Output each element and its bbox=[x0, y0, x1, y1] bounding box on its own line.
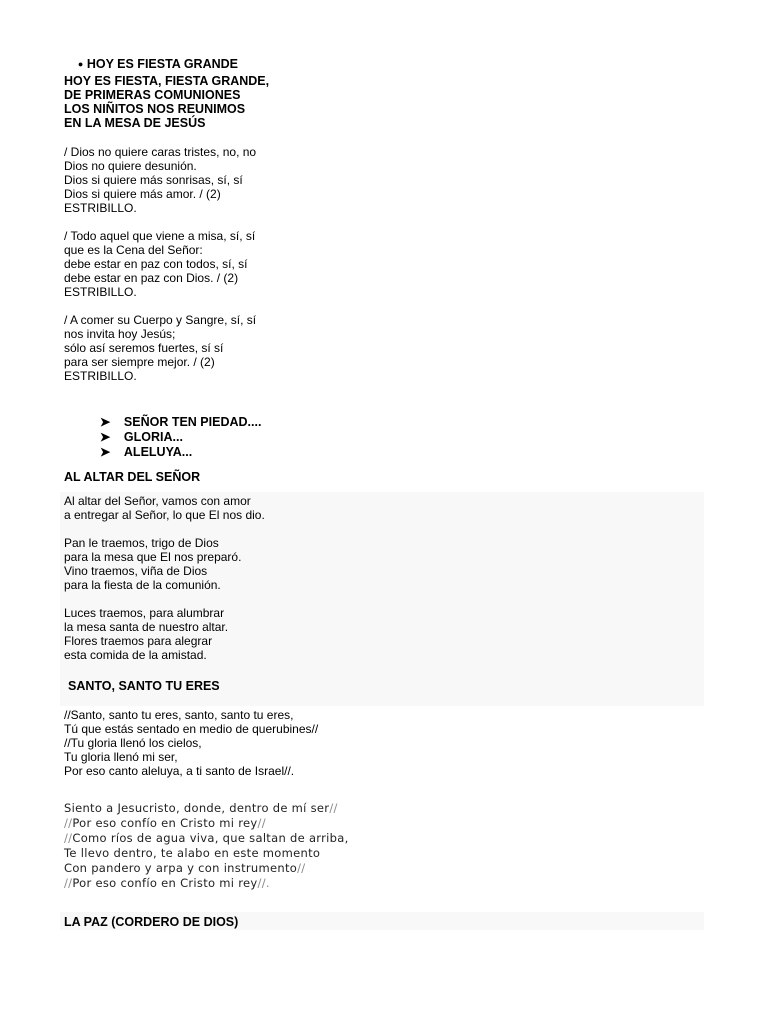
chorus-line: EN LA MESA DE JESÚS bbox=[64, 116, 206, 130]
verse-line bbox=[64, 861, 305, 875]
list-item bbox=[86, 430, 192, 475]
verse-line: ESTRIBILLO. bbox=[64, 201, 137, 215]
list-item-label: SEÑOR TEN PIEDAD.... bbox=[123, 415, 262, 429]
verse-line: //Santo, santo tu eres, santo, santo tu eres, bbox=[64, 708, 294, 722]
song-title-la-paz: LA PAZ (CORDERO DE DIOS) bbox=[64, 915, 239, 929]
verse-line: //Tu gloria llenó los cielos, bbox=[64, 736, 202, 750]
song-title-text: HOY ES FIESTA GRANDE bbox=[86, 57, 239, 71]
repeat-mark: //. bbox=[257, 876, 270, 890]
verse-line: Vino traemos, viña de Dios bbox=[64, 564, 208, 578]
verse-line: Tú que estás sentado en medio de querubines// bbox=[64, 722, 319, 736]
verse-text: Siento a Jesucristo, donde, dentro de mí ser bbox=[64, 801, 330, 815]
verse-line: Tu gloria llenó mi ser, bbox=[64, 750, 178, 764]
verse-line: Al altar del Señor, vamos con amor bbox=[64, 494, 251, 508]
bullet-dot-icon: ● bbox=[77, 59, 84, 69]
verse-line: la mesa santa de nuestro altar. bbox=[64, 620, 229, 634]
verse-line: esta comida de la amistad. bbox=[64, 648, 207, 662]
verse-line: Flores traemos para alegrar bbox=[64, 634, 213, 648]
verse-line: debe estar en paz con Dios. / (2) bbox=[64, 271, 239, 285]
verse-line: Luces traemos, para alumbrar bbox=[64, 606, 225, 620]
verse-line bbox=[64, 816, 266, 830]
verse-line: Dios si quiere más amor. / (2) bbox=[64, 187, 221, 201]
arrowhead-icon: ➤ bbox=[99, 415, 111, 429]
verse-line: para la fiesta de la comunión. bbox=[64, 578, 221, 592]
verse-line: Dios no quiere desunión. bbox=[64, 159, 197, 173]
repeat-mark: // bbox=[257, 816, 266, 830]
verse-line: que es la Cena del Señor: bbox=[64, 243, 203, 257]
arrowhead-icon: ➤ bbox=[99, 430, 111, 444]
verse-line: Dios si quiere más sonrisas, sí, sí bbox=[64, 173, 243, 187]
repeat-mark: // bbox=[64, 816, 73, 830]
repeat-mark: // bbox=[329, 801, 338, 815]
shaded-band-altar bbox=[60, 492, 704, 706]
repeat-mark: // bbox=[64, 876, 73, 890]
repeat-mark: // bbox=[64, 831, 73, 845]
verse-line: / Todo aquel que viene a misa, sí, sí bbox=[64, 229, 256, 243]
arrowhead-icon: ➤ bbox=[99, 445, 111, 459]
verse-line: / A comer su Cuerpo y Sangre, sí, sí bbox=[64, 313, 257, 327]
verse-line: / Dios no quiere caras tristes, no, no bbox=[64, 145, 257, 159]
verse-line: para ser siempre mejor. / (2) bbox=[64, 355, 215, 369]
verse-line bbox=[64, 801, 338, 815]
verse-line: debe estar en paz con todos, sí, sí bbox=[64, 257, 248, 271]
list-item-label: GLORIA... bbox=[123, 430, 183, 444]
verse-line: a entregar al Señor, lo que El nos dio. bbox=[64, 508, 265, 522]
list-item-label: ALELUYA... bbox=[123, 445, 193, 459]
verse-line bbox=[64, 831, 349, 845]
verse-line bbox=[64, 876, 270, 890]
chorus-line: HOY ES FIESTA, FIESTA GRANDE, bbox=[64, 74, 270, 88]
verse-text: Por eso confío en Cristo mi rey bbox=[72, 876, 258, 890]
verse-line: para la mesa que El nos preparó. bbox=[64, 550, 242, 564]
repeat-mark: // bbox=[297, 861, 306, 875]
verse-line: Pan le traemos, trigo de Dios bbox=[64, 536, 219, 550]
chorus-line: DE PRIMERAS COMUNIONES bbox=[64, 88, 241, 102]
verse-line: sólo así seremos fuertes, sí sí bbox=[64, 341, 224, 355]
verse-line: nos invita hoy Jesús; bbox=[64, 327, 176, 341]
chorus-line: LOS NIÑITOS NOS REUNIMOS bbox=[64, 102, 246, 116]
verse-line: ESTRIBILLO. bbox=[64, 369, 137, 383]
song-title-al-altar: AL ALTAR DEL SEÑOR bbox=[64, 470, 201, 484]
song-title-santo: SANTO, SANTO TU ERES bbox=[68, 679, 220, 693]
verse-line: Por eso canto aleluya, a ti santo de Israel//. bbox=[64, 764, 295, 778]
verse-text: Como ríos de agua viva, que saltan de arriba, bbox=[72, 831, 349, 845]
verse-text: Por eso confío en Cristo mi rey bbox=[72, 816, 258, 830]
verse-text: Te llevo dentro, te alabo en este momento bbox=[64, 846, 321, 860]
verse-line: ESTRIBILLO. bbox=[64, 285, 137, 299]
verse-text: Con pandero y arpa y con instrumento bbox=[64, 861, 298, 875]
verse-line bbox=[64, 846, 320, 860]
